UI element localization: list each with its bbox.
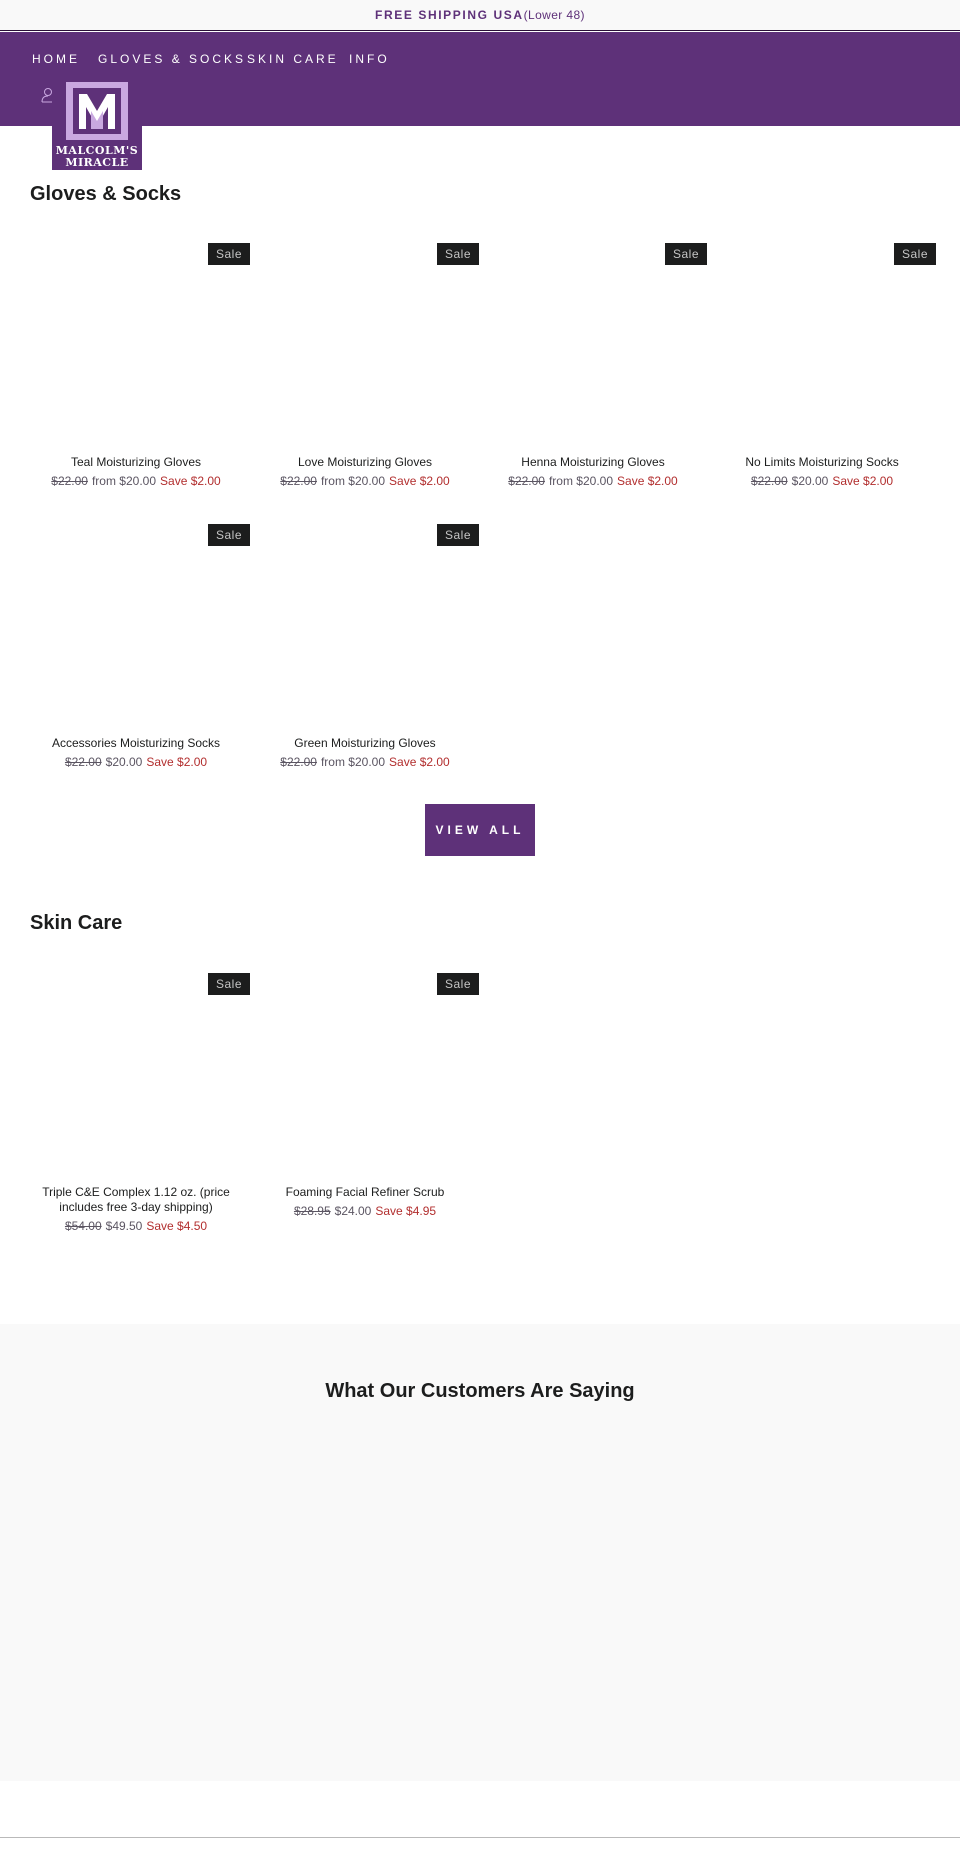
- product-image[interactable]: [22, 973, 250, 1183]
- product-title[interactable]: Accessories Moisturizing Socks: [51, 736, 221, 750]
- product-image[interactable]: [251, 243, 479, 453]
- nav-home[interactable]: HOME: [32, 52, 80, 66]
- logo-text-line1: MALCOLM'S: [55, 144, 139, 157]
- product-price: [251, 755, 479, 770]
- sale-badge: Sale: [208, 243, 250, 265]
- product-card[interactable]: [22, 524, 250, 770]
- product-image[interactable]: [251, 524, 479, 734]
- product-image[interactable]: [708, 243, 936, 453]
- sale-badge: Sale: [894, 243, 936, 265]
- product-title[interactable]: Triple C&E Complex 1.12 oz. (price includes free 3-day shipping): [42, 1185, 230, 1214]
- save-amount: Save $2.00: [617, 474, 678, 488]
- sale-price: $20.00: [791, 474, 829, 488]
- product-card[interactable]: [251, 524, 479, 770]
- sale-badge: Sale: [437, 524, 479, 546]
- skin-section-title: Skin Care: [30, 912, 123, 934]
- save-amount: Save $4.95: [375, 1204, 437, 1218]
- original-price: $22.00: [280, 474, 317, 488]
- view-all-button[interactable]: [425, 804, 535, 856]
- sale-price: $20.00: [105, 755, 143, 769]
- brand-logo[interactable]: [52, 79, 142, 170]
- original-price: $22.00: [64, 755, 102, 769]
- product-card[interactable]: [708, 243, 936, 489]
- sale-badge: Sale: [437, 973, 479, 995]
- sale-badge: Sale: [437, 243, 479, 265]
- original-price: $22.00: [508, 474, 545, 488]
- sale-badge: Sale: [208, 973, 250, 995]
- product-title[interactable]: Green Moisturizing Gloves: [294, 736, 436, 750]
- product-price: [22, 755, 250, 770]
- logo-text-line2: MIRACLE: [65, 156, 129, 169]
- announcement-bar: [0, 0, 960, 31]
- sale-badge: Sale: [208, 524, 250, 546]
- product-image[interactable]: [22, 524, 250, 734]
- nav-info[interactable]: INFO: [349, 52, 390, 66]
- logo-mark-icon: [65, 81, 129, 141]
- product-title[interactable]: Teal Moisturizing Gloves: [70, 455, 202, 469]
- original-price: $22.00: [750, 474, 788, 488]
- footer-divider: [0, 1837, 960, 1838]
- view-all-label: VIEW ALL: [435, 823, 525, 837]
- save-amount: Save $2.00: [389, 755, 450, 769]
- sale-price: $49.50: [105, 1219, 143, 1233]
- product-price: [251, 1204, 479, 1219]
- product-title[interactable]: Foaming Facial Refiner Scrub: [285, 1185, 445, 1199]
- product-card[interactable]: [22, 243, 250, 489]
- sale-price: from $20.00: [320, 755, 386, 769]
- product-price: [251, 474, 479, 489]
- announcement-strong: FREE SHIPPING USA: [375, 8, 524, 22]
- save-amount: Save $2.00: [146, 755, 208, 769]
- save-amount: Save $2.00: [832, 474, 894, 488]
- sale-badge: Sale: [665, 243, 707, 265]
- nav-gloves-socks[interactable]: GLOVES & SOCKS: [98, 52, 247, 66]
- product-price: [708, 474, 936, 489]
- product-card[interactable]: [251, 973, 479, 1219]
- product-title[interactable]: Love Moisturizing Gloves: [297, 455, 433, 469]
- save-amount: Save $2.00: [389, 474, 450, 488]
- product-image[interactable]: [251, 973, 479, 1183]
- sale-price: $24.00: [334, 1204, 372, 1218]
- product-price: [22, 1219, 250, 1234]
- product-image[interactable]: [479, 243, 707, 453]
- original-price: $22.00: [51, 474, 88, 488]
- product-card[interactable]: [251, 243, 479, 489]
- testimonials-title: What Our Customers Are Saying: [325, 1380, 635, 1402]
- testimonials-section: [0, 1324, 960, 1781]
- original-price: $28.95: [293, 1204, 331, 1218]
- gloves-section-title: Gloves & Socks: [30, 183, 182, 205]
- product-card[interactable]: [22, 973, 250, 1234]
- product-title[interactable]: No Limits Moisturizing Socks: [745, 455, 899, 469]
- product-price: [479, 474, 707, 489]
- site-header: [0, 32, 960, 126]
- sale-price: from $20.00: [320, 474, 386, 488]
- product-card[interactable]: [479, 243, 707, 489]
- save-amount: Save $4.50: [146, 1219, 208, 1233]
- announcement-light: (Lower 48): [523, 8, 585, 22]
- product-image[interactable]: [22, 243, 250, 453]
- original-price: $22.00: [280, 755, 317, 769]
- product-price: [22, 474, 250, 489]
- sale-price: from $20.00: [548, 474, 614, 488]
- sale-price: from $20.00: [91, 474, 157, 488]
- product-title[interactable]: Henna Moisturizing Gloves: [521, 455, 665, 469]
- nav-skin-care[interactable]: SKIN CARE: [247, 52, 339, 66]
- save-amount: Save $2.00: [160, 474, 221, 488]
- original-price: $54.00: [64, 1219, 102, 1233]
